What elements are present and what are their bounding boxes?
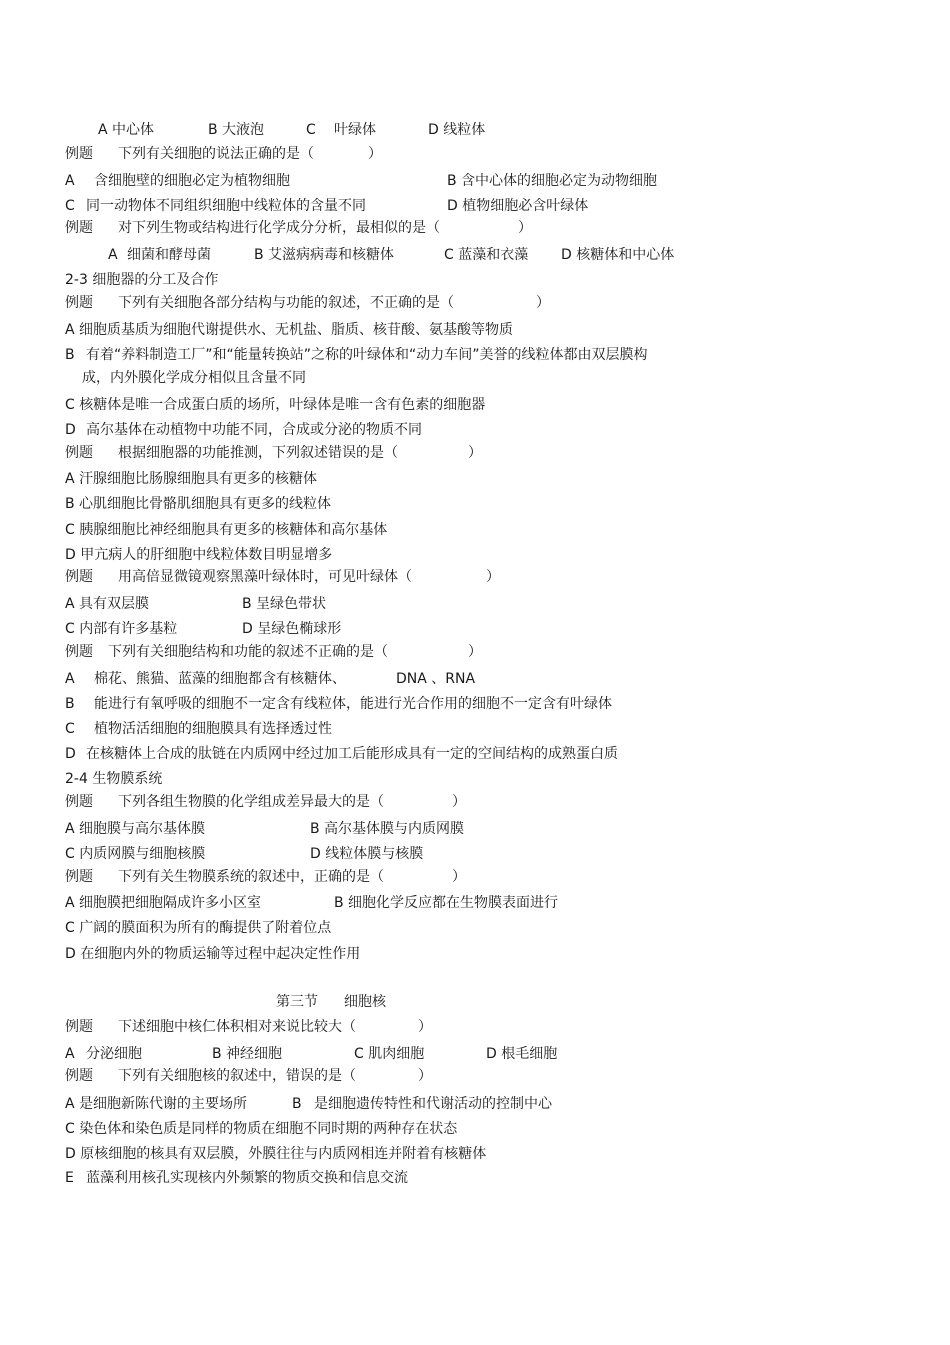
line-segment: 例题 — [65, 794, 93, 810]
line-segment: A 细胞膜把细胞隔成许多小区室 — [65, 895, 262, 911]
line-segment: C 肌肉细胞 — [354, 1046, 425, 1062]
line-segment: C 胰腺细胞比神经细胞具有更多的核糖体和高尔基体 — [65, 522, 388, 538]
line-segment: 植物活活细胞的细胞膜具有选择透过性 — [94, 721, 332, 737]
line-segment: ） — [536, 295, 550, 311]
line-segment: 第三节 — [276, 994, 318, 1010]
line-segment: A — [65, 173, 75, 189]
line-segment: C 广阔的膜面积为所有的酶提供了附着位点 — [65, 920, 332, 936]
line-segment: 下列有关细胞核的叙述中，错误的是（ — [118, 1068, 356, 1084]
line-segment: A 具有双层膜 — [65, 596, 150, 612]
line-segment: ） — [418, 1068, 432, 1084]
line-segment: D 线粒体 — [428, 122, 486, 138]
line-segment: B 高尔基体膜与内质网膜 — [310, 821, 465, 837]
line-segment: ） — [468, 644, 482, 660]
line-segment: 例题 — [65, 220, 93, 236]
line-segment: 例题 — [65, 295, 93, 311]
line-segment: D — [65, 746, 76, 762]
line-segment: A — [65, 1046, 75, 1062]
line-segment: B — [65, 696, 75, 712]
line-segment: 例题 — [65, 1068, 93, 1084]
line-segment: A — [65, 671, 75, 687]
line-segment: D 线粒体膜与核膜 — [310, 846, 424, 862]
line-segment: D 在细胞内外的物质运输等过程中起决定性作用 — [65, 946, 361, 962]
line-segment: B — [65, 347, 75, 363]
line-segment: A 中心体 — [98, 122, 155, 138]
line-segment: D — [65, 422, 76, 438]
line-segment: C 内部有许多基粒 — [65, 621, 178, 637]
line-segment: A 细胞质基质为细胞代谢提供水、无机盐、脂质、核苷酸、氨基酸等物质 — [65, 322, 514, 338]
line-segment: B 神经细胞 — [212, 1046, 283, 1062]
line-segment: 2-4 生物膜系统 — [65, 771, 163, 787]
line-segment: ） — [368, 146, 382, 162]
line-segment: 细菌和酵母菌 — [127, 247, 211, 263]
line-segment: 例题 — [65, 146, 93, 162]
line-segment: B 含中心体的细胞必定为动物细胞 — [447, 173, 658, 189]
line-segment: 成，内外膜化学成分相似且含量不同 — [82, 370, 306, 386]
line-segment: B — [292, 1096, 302, 1112]
line-segment: D 甲亢病人的肝细胞中线粒体数目明显增多 — [65, 547, 333, 563]
line-segment: 对下列生物或结构进行化学成分分析，最相似的是（ — [118, 220, 440, 236]
line-segment: 下列有关细胞的说法正确的是（ — [118, 146, 314, 162]
line-segment: 例题 — [65, 569, 93, 585]
line-segment: ） — [452, 794, 466, 810]
line-segment: A 汗腺细胞比肠腺细胞具有更多的核糖体 — [65, 471, 318, 487]
line-segment: 蓝藻利用核孔实现核内外频繁的物质交换和信息交流 — [86, 1170, 408, 1186]
line-segment: 下列有关细胞各部分结构与功能的叙述，不正确的是（ — [118, 295, 454, 311]
line-segment: 用高倍显微镜观察黑藻叶绿体时，可见叶绿体（ — [118, 569, 412, 585]
line-segment: 2-3 细胞器的分工及合作 — [65, 272, 219, 288]
line-segment: 下列有关细胞结构和功能的叙述不正确的是（ — [108, 644, 388, 660]
line-segment: 叶绿体 — [334, 122, 376, 138]
line-segment: E — [65, 1170, 74, 1186]
line-segment: B 细胞化学反应都在生物膜表面进行 — [334, 895, 559, 911]
line-segment: C 染色体和染色质是同样的物质在细胞不同时期的两种存在状态 — [65, 1121, 458, 1137]
line-segment: 下述细胞中核仁体积相对来说比较大（ — [118, 1019, 356, 1035]
line-segment: 棉花、熊猫、蓝藻的细胞都含有核糖体、 — [94, 671, 346, 687]
line-segment: A 细胞膜与高尔基体膜 — [65, 821, 206, 837]
line-segment: 下列有关生物膜系统的叙述中，正确的是（ — [118, 869, 384, 885]
line-segment: 是细胞遗传特性和代谢活动的控制中心 — [314, 1096, 552, 1112]
line-segment: ） — [468, 445, 482, 461]
line-segment: D 呈绿色椭球形 — [242, 621, 342, 637]
line-segment: D 原核细胞的核具有双层膜，外膜往往与内质网相连并附着有核糖体 — [65, 1146, 487, 1162]
line-segment: C — [65, 198, 75, 214]
line-segment: C 蓝藻和衣藻 — [444, 247, 529, 263]
line-segment: 同一动物体不同组织细胞中线粒体的含量不同 — [86, 198, 366, 214]
line-segment: D 植物细胞必含叶绿体 — [447, 198, 589, 214]
line-segment: D 根毛细胞 — [486, 1046, 558, 1062]
line-segment: ） — [486, 569, 500, 585]
line-segment: 含细胞壁的细胞必定为植物细胞 — [94, 173, 290, 189]
line-segment: B 心肌细胞比骨骼肌细胞具有更多的线粒体 — [65, 496, 332, 512]
line-segment: C — [306, 122, 316, 138]
line-segment: 有着“养料制造工厂”和“能量转换站”之称的叶绿体和“动力车间”美誉的线粒体都由双层膜构 — [86, 347, 648, 363]
line-segment: A — [108, 247, 118, 263]
line-segment: 能进行有氧呼吸的细胞不一定含有线粒体，能进行光合作用的细胞不一定含有叶绿体 — [94, 696, 612, 712]
line-segment: A 是细胞新陈代谢的主要场所 — [65, 1096, 248, 1112]
line-segment: DNA 、RNA — [396, 671, 476, 687]
line-segment: C — [65, 721, 75, 737]
line-segment: D 核糖体和中心体 — [561, 247, 675, 263]
line-segment: B 大液泡 — [208, 122, 265, 138]
line-segment: C 内质网膜与细胞核膜 — [65, 846, 206, 862]
line-segment: 例题 — [65, 644, 93, 660]
line-segment: 例题 — [65, 445, 93, 461]
line-segment: 例题 — [65, 1019, 93, 1035]
line-segment: ） — [452, 869, 466, 885]
line-segment: 分泌细胞 — [86, 1046, 142, 1062]
line-segment: 下列各组生物膜的化学组成差异最大的是（ — [118, 794, 384, 810]
line-segment: 高尔基体在动植物中功能不同，合成或分泌的物质不同 — [86, 422, 422, 438]
line-segment: 细胞核 — [344, 994, 386, 1010]
line-segment: C 核糖体是唯一合成蛋白质的场所，叶绿体是唯一含有色素的细胞器 — [65, 397, 486, 413]
line-segment: ） — [418, 1019, 432, 1035]
line-segment: ） — [518, 220, 532, 236]
line-segment: B 艾滋病病毒和核糖体 — [254, 247, 395, 263]
line-segment: B 呈绿色带状 — [242, 596, 327, 612]
line-segment: 例题 — [65, 869, 93, 885]
line-segment: 在核糖体上合成的肽链在内质网中经过加工后能形成具有一定的空间结构的成熟蛋白质 — [86, 746, 618, 762]
line-segment: 根据细胞器的功能推测，下列叙述错误的是（ — [118, 445, 398, 461]
